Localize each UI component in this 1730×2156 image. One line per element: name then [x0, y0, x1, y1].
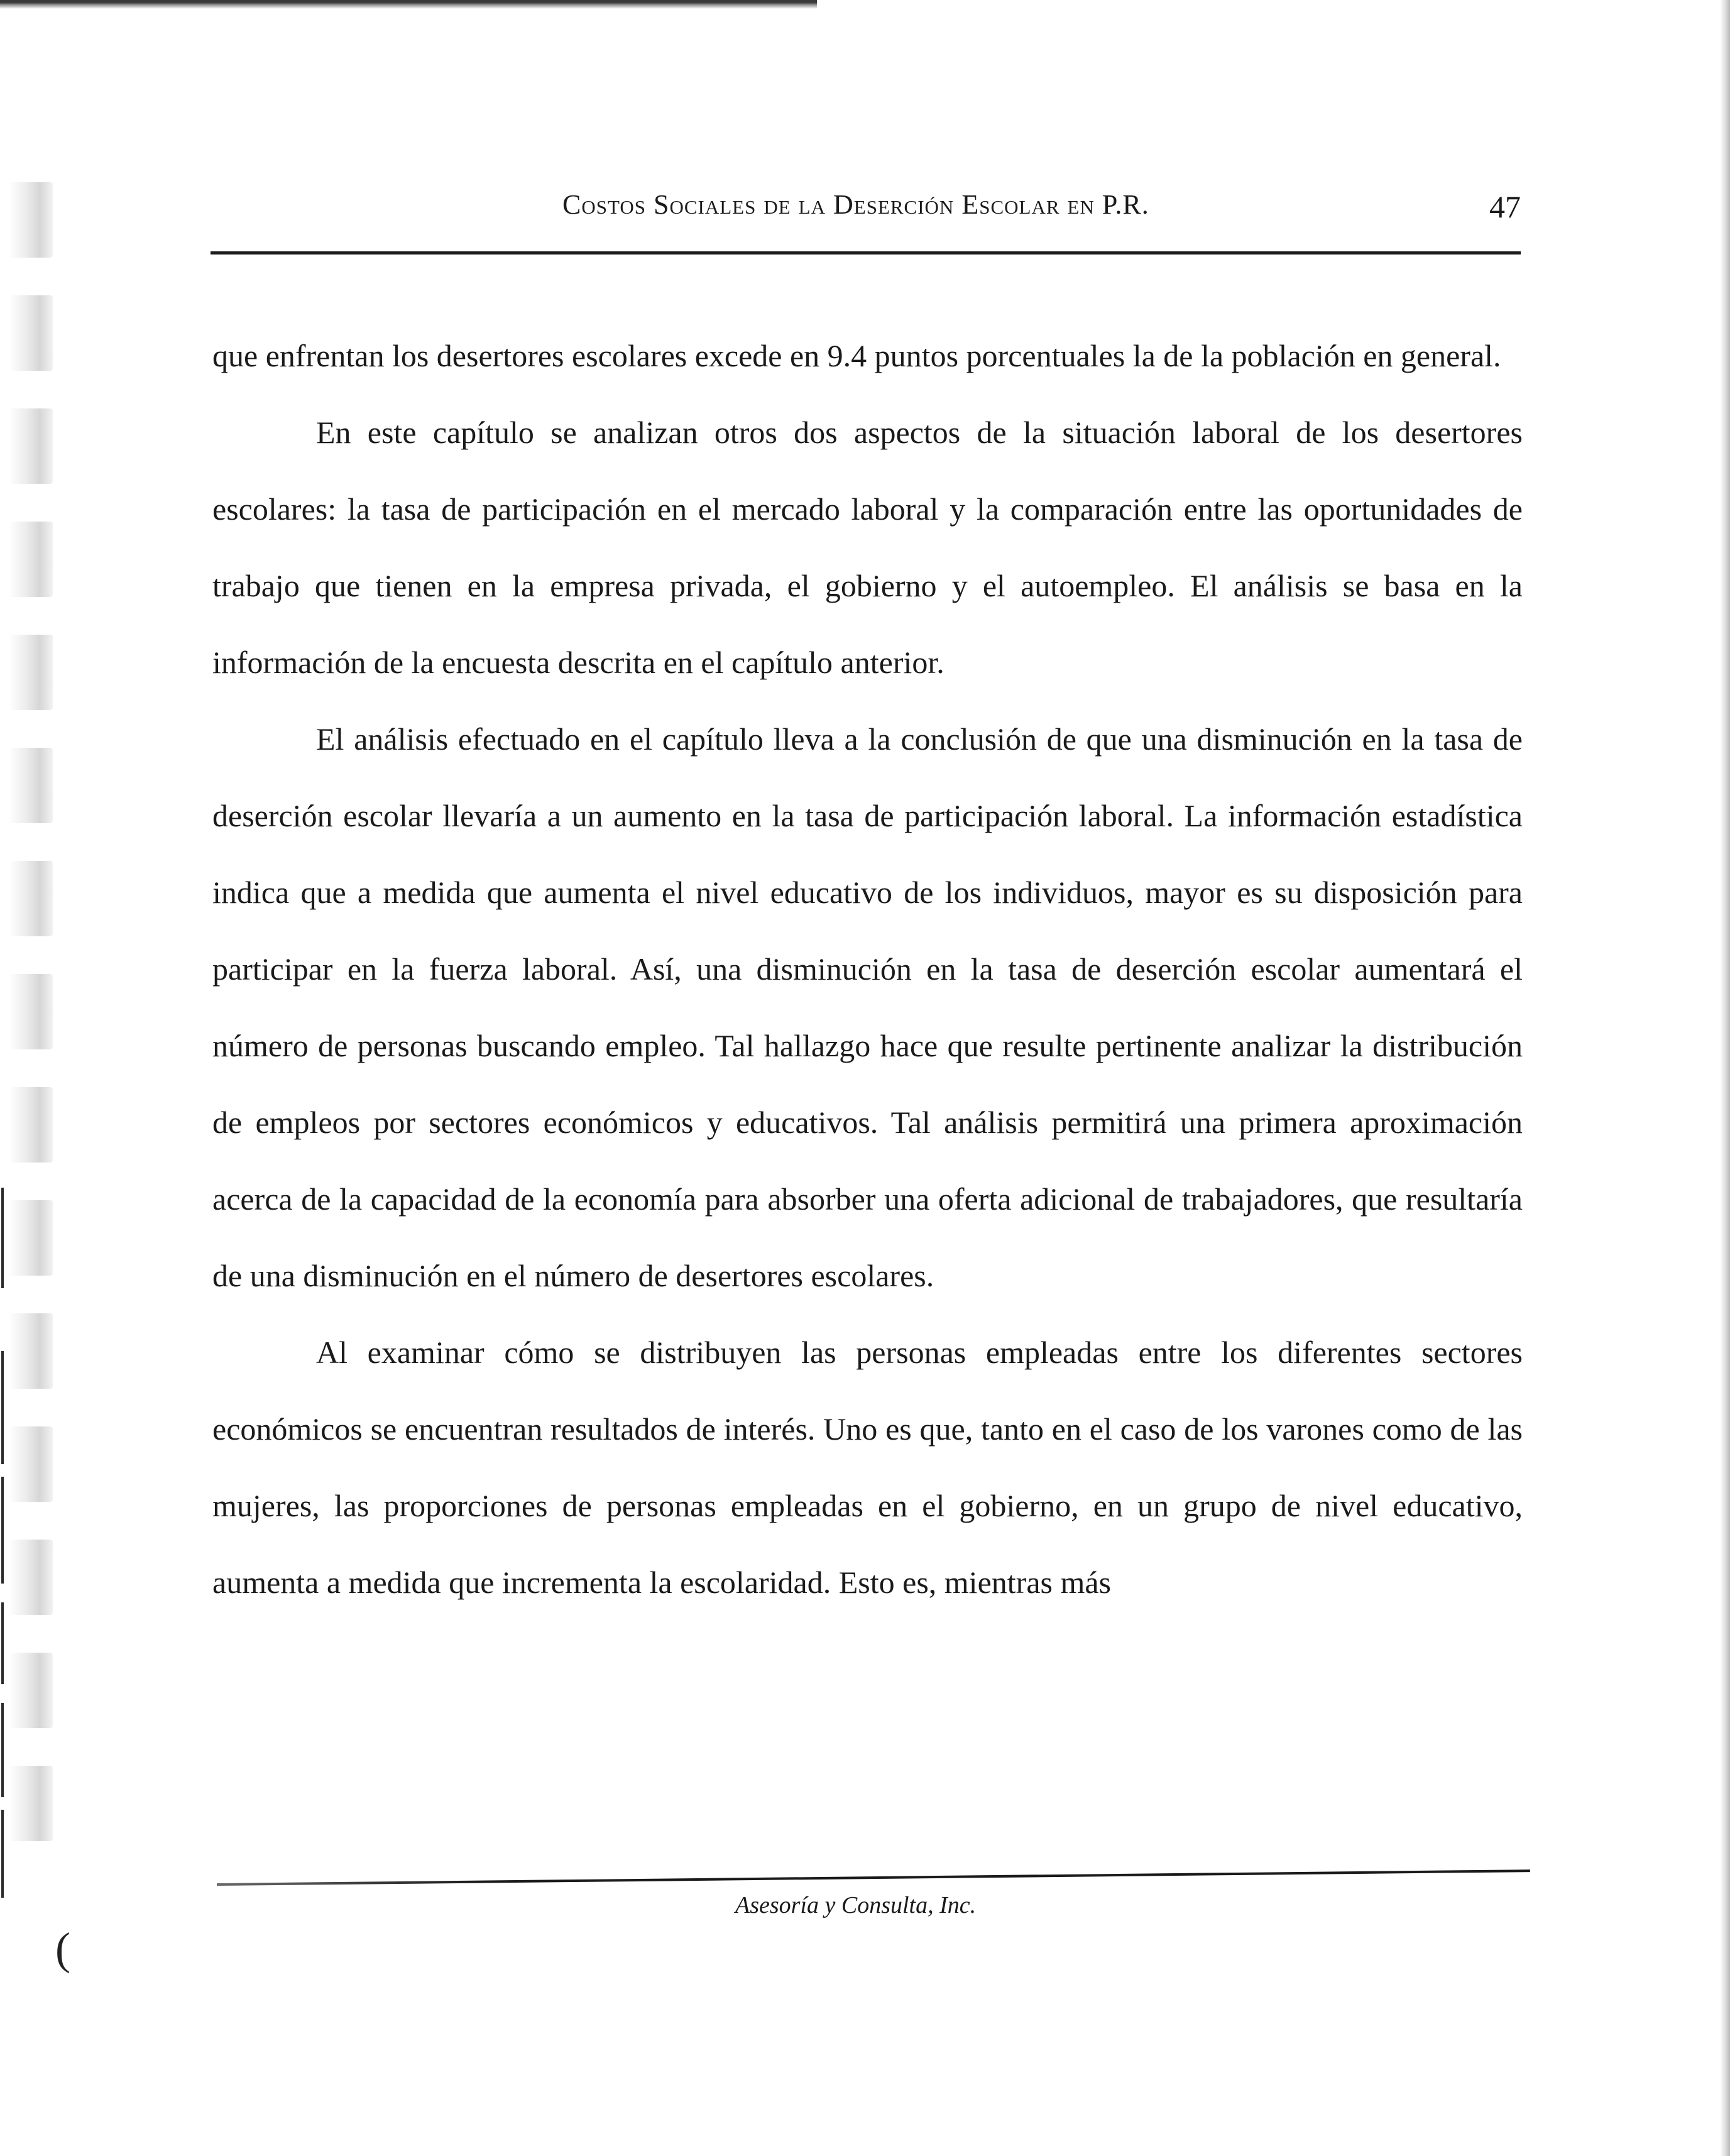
- header-title: Costos Sociales de la Deserción Escolar en P.R.: [562, 189, 1149, 220]
- footer-rule: [217, 1869, 1530, 1886]
- body-text: [212, 317, 1523, 1621]
- header-rule: [211, 251, 1521, 254]
- paragraph: En este capítulo se analizan otros dos aspectos de la situación laboral de los desertores escolares: la tasa de participación en el mercado laboral y la comparación entre las oportunidades de trabajo que tienen en la empresa privada, el gobierno y el autoempleo. El análisis se basa en la información de la encuesta descrita en el capítulo anterior.: [212, 415, 1523, 680]
- paragraph: que enfrentan los desertores escolares excede en 9.4 puntos porcentuales la de la población en general.: [212, 338, 1501, 373]
- page-number: 47: [1489, 189, 1521, 224]
- paragraph: Al examinar cómo se distribuyen las personas empleadas entre los diferentes sectores económicos se encuentran resultados de interés. Uno es que, tanto en el caso de los varones como de las mujeres, las proporciones de personas empleadas en el gobierno, en un grupo de nivel educativo, aumenta a medida que incrementa la escolaridad. Esto es, mientras más: [212, 1335, 1523, 1600]
- running-header: [214, 189, 1521, 233]
- stray-mark: (: [55, 1923, 70, 1974]
- paragraph: El análisis efectuado en el capítulo lleva a la conclusión de que una disminución en la tasa de deserción escolar llevaría a un aumento en la tasa de participación laboral. La información estadística indica que a medida que aumenta el nivel educativo de los individuos, mayor es su disposición para participar en la fuerza laboral. Así, una disminución en la tasa de deserción escolar aumentará el número de personas buscando empleo. Tal hallazgo hace que resulte pertinente analizar la distribución de empleos por sectores económicos y educativos. Tal análisis permitirá una primera aproximación acerca de la capacidad de la economía para absorber una oferta adicional de trabajadores, que resultaría de una disminución en el número de desertores escolares.: [212, 721, 1523, 1293]
- footer-publisher: Asesoría y Consulta, Inc.: [735, 1892, 977, 1918]
